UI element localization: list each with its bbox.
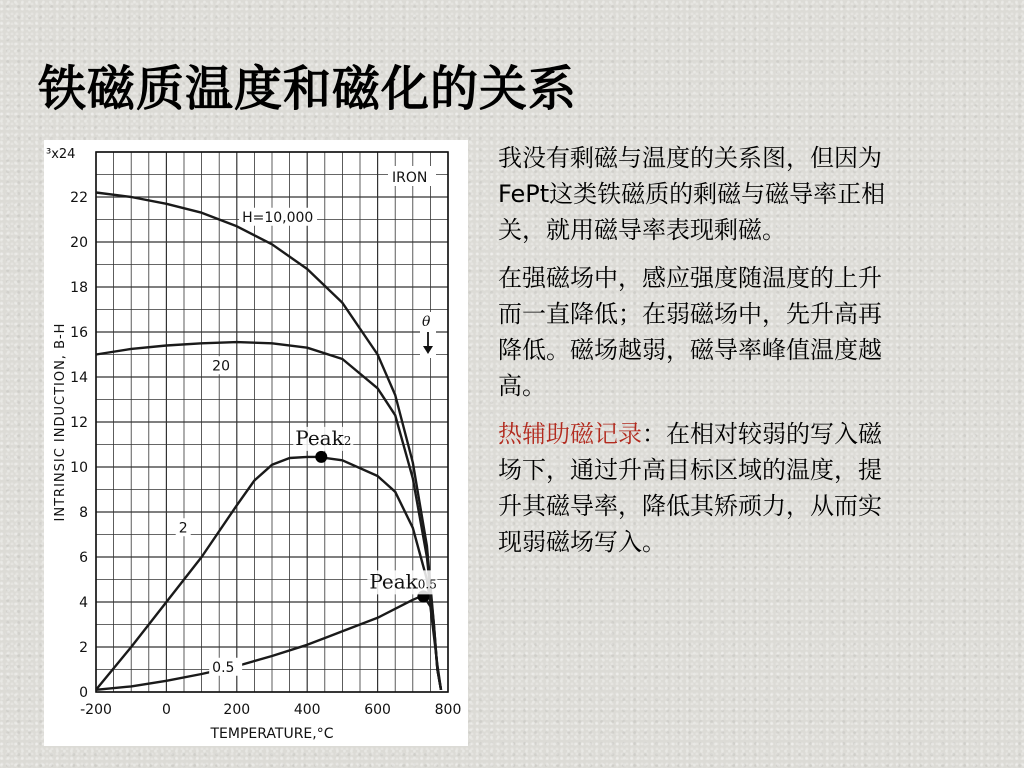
y-multiplier-label: ³x24 [46, 147, 76, 162]
x-tick-label: -200 [80, 702, 112, 718]
series-label: H=10,000 [242, 209, 314, 226]
series-line [96, 193, 441, 690]
x-tick-label: 200 [223, 702, 251, 718]
paragraph-field-strength [498, 260, 898, 404]
peak-subscript: 2 [343, 433, 352, 448]
explanation-text [498, 140, 898, 572]
series-line [96, 595, 441, 690]
peak-subscript: 0.5 [417, 577, 437, 592]
chart-panel [44, 140, 468, 746]
y-tick-label: 8 [79, 505, 88, 521]
paragraph-remanence [498, 140, 898, 248]
x-tick-label: 0 [161, 702, 171, 718]
x-tick-label: 800 [434, 702, 462, 718]
p1-text-fept: FePt [498, 180, 550, 208]
p2-text: 在强磁场中，感应强度随温度的上升而一直降低；在弱磁场中，先升高再降低。磁场越弱，磁导率峰值温度越高。 [498, 264, 882, 400]
p1-text-a: 我没有剩磁与温度的关系图，但因为 [498, 144, 882, 172]
series-label: 0.5 [212, 659, 235, 676]
corner-label: IRON [392, 170, 428, 186]
peak-marker [315, 451, 327, 463]
series-label: 20 [212, 358, 230, 375]
y-axis-title: INTRINSIC INDUCTION, B-H [53, 322, 68, 522]
x-axis-title: TEMPERATURE,°C [210, 726, 334, 742]
hamr-highlight: 热辅助磁记录 [498, 420, 642, 448]
y-tick-label: 0 [79, 685, 88, 701]
series-label: 2 [178, 520, 188, 537]
theta-label: θ [422, 314, 431, 330]
y-tick-label: 10 [70, 460, 88, 476]
y-tick-label: 12 [70, 415, 88, 431]
peak-label: Peak0.5 [369, 569, 437, 594]
slide-title: 铁磁质温度和磁化的关系 [38, 61, 578, 117]
y-tick-label: 22 [70, 190, 88, 206]
paragraph-hamr [498, 416, 898, 560]
y-tick-label: 14 [70, 370, 88, 386]
y-tick-label: 4 [79, 595, 88, 611]
induction-temperature-chart [44, 140, 468, 746]
y-tick-label: 20 [70, 235, 88, 251]
y-tick-label: 16 [70, 325, 88, 341]
chart-series [96, 193, 441, 690]
x-tick-label: 600 [364, 702, 391, 718]
y-tick-label: 18 [70, 280, 88, 296]
p1-text-c: 这类铁磁质的剩磁与磁导率正相关，就用磁导率表现剩磁。 [498, 180, 886, 244]
series-line [96, 342, 441, 690]
y-tick-label: 2 [79, 640, 88, 656]
y-tick-label: 6 [79, 550, 88, 566]
p3-text: ：在相对较弱的写入磁场下，通过升高目标区域的温度，提升其磁导率，降低其矫顽力，从而实现弱磁场写入。 [498, 420, 882, 556]
peak-label: Peak2 [295, 425, 352, 450]
chart-grid [96, 152, 448, 692]
x-tick-label: 400 [293, 702, 321, 718]
